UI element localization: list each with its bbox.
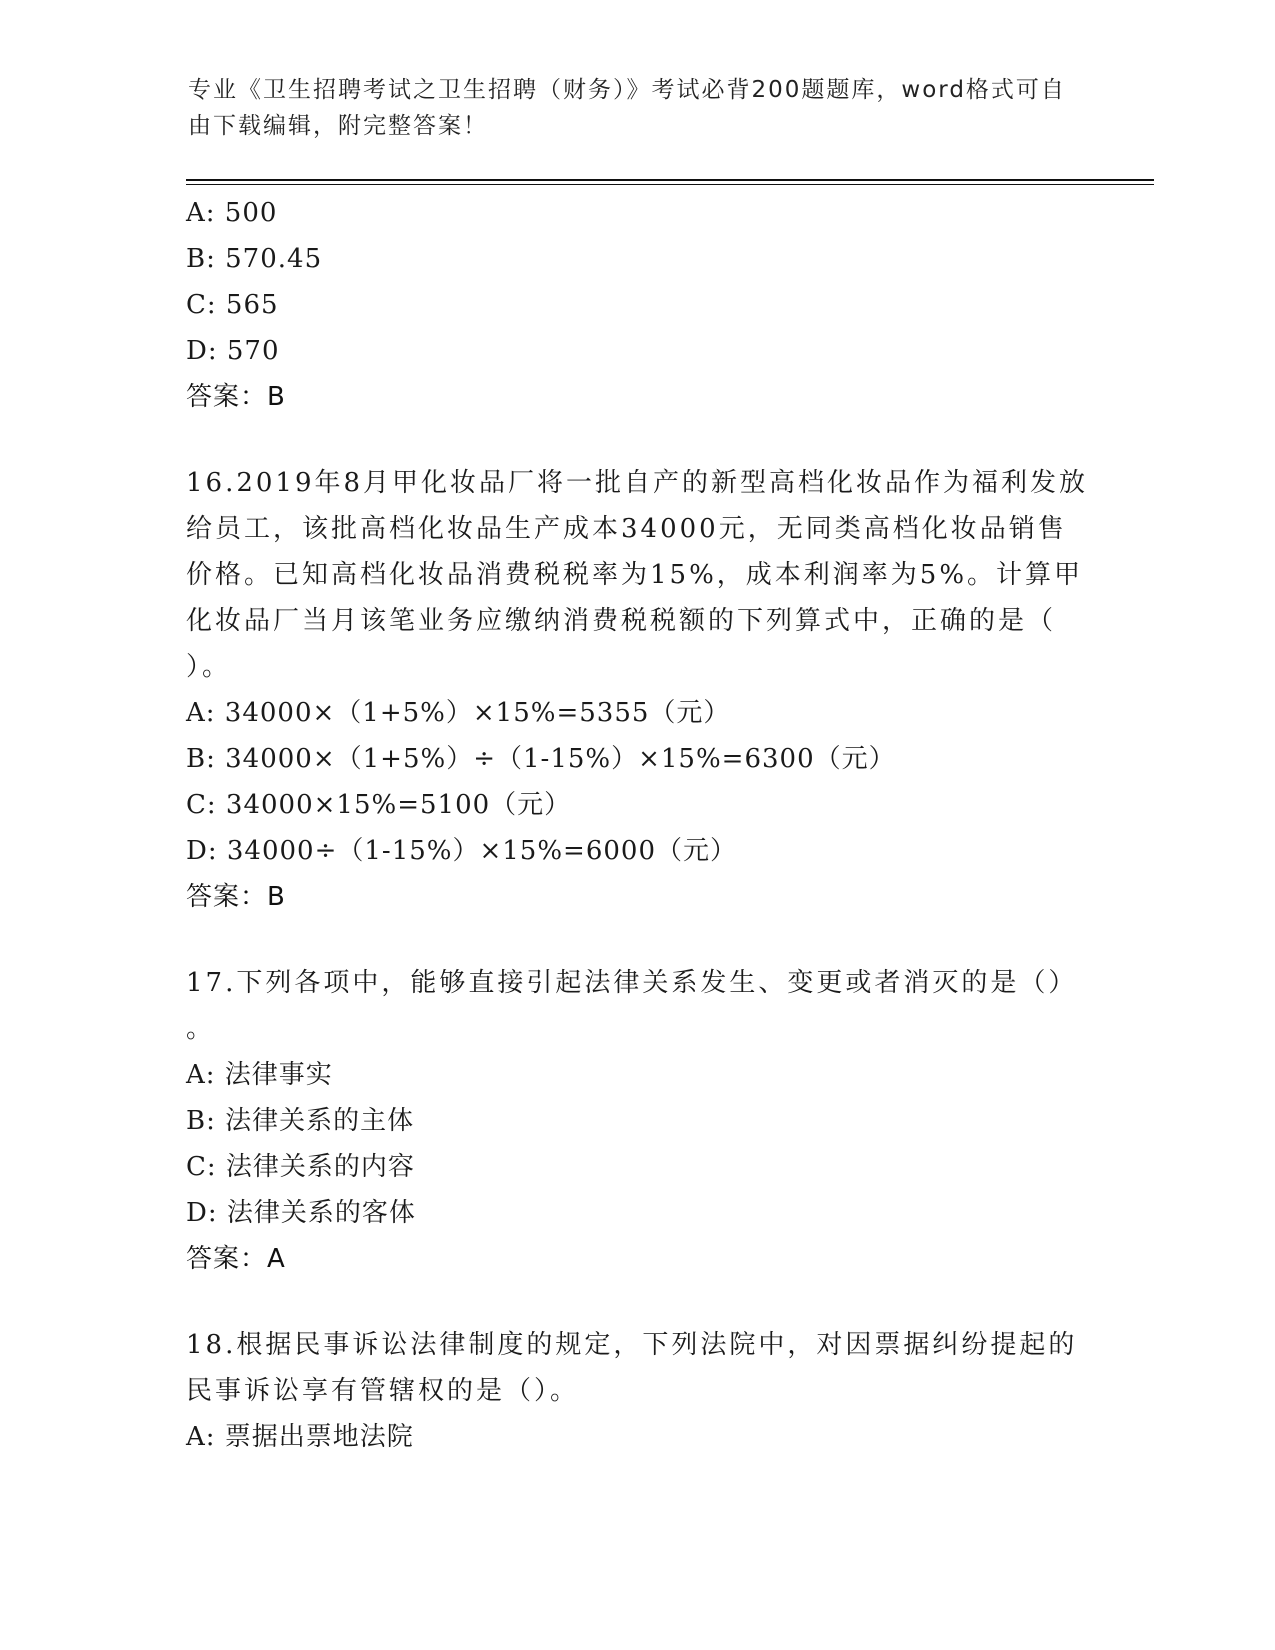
answer: 答案：B xyxy=(186,382,286,412)
option-c: C: 565 xyxy=(186,290,279,320)
document-body xyxy=(186,190,1089,1460)
option-a: A: 法律事实 xyxy=(186,1060,333,1090)
question-stem-line: 民事诉讼享有管辖权的是（）。 xyxy=(186,1376,580,1406)
spacer xyxy=(186,420,1086,460)
question-18 xyxy=(186,1322,1086,1460)
header-rule-thick xyxy=(186,179,1154,181)
option-a: A: 票据出票地法院 xyxy=(186,1422,414,1452)
question-stem-line: 16.2019年8月甲化妆品厂将一批自产的新型高档化妆品作为福利发放 xyxy=(186,468,1089,498)
question-16 xyxy=(186,460,1089,920)
option-b: B: 法律关系的主体 xyxy=(186,1106,415,1136)
answer: 答案：B xyxy=(186,882,286,912)
question-15 xyxy=(186,190,1086,420)
spacer xyxy=(186,920,1086,960)
option-d: D: 34000÷（1-15%）×15%=6000（元） xyxy=(186,836,738,866)
option-d: D: 法律关系的客体 xyxy=(186,1198,416,1228)
question-stem-line: 化妆品厂当月该笔业务应缴纳消费税税额的下列算式中，正确的是（ xyxy=(186,606,1057,636)
question-stem-line: 价格。已知高档化妆品消费税税率为15%，成本利润率为5%。计算甲 xyxy=(186,560,1084,590)
document-header xyxy=(188,72,1068,144)
question-stem-line: 18.根据民事诉讼法律制度的规定，下列法院中，对因票据纠纷提起的 xyxy=(186,1330,1078,1360)
option-a: A: 500 xyxy=(186,198,278,228)
option-a: A: 34000×（1+5%）×15%=5355（元） xyxy=(186,698,731,728)
header-line-2: 由下载编辑，附完整答案！ xyxy=(188,113,488,139)
header-line-1: 专业《卫生招聘考试之卫生招聘（财务）》考试必背200题题库，word格式可自 xyxy=(188,77,1066,103)
question-stem-line: 。 xyxy=(186,1014,216,1044)
spacer xyxy=(186,1282,1086,1322)
header-rule-thin xyxy=(186,184,1154,185)
option-c: C: 法律关系的内容 xyxy=(186,1152,415,1182)
option-b: B: 34000×（1+5%）÷（1-15%）×15%=6300（元） xyxy=(186,744,896,774)
option-c: C: 34000×15%=5100（元） xyxy=(186,790,572,820)
question-stem-line: ）。 xyxy=(186,652,232,682)
answer: 答案：A xyxy=(186,1244,286,1274)
question-stem-line: 给员工，该批高档化妆品生产成本34000元，无同类高档化妆品销售 xyxy=(186,514,1067,544)
question-stem-line: 17.下列各项中，能够直接引起法律关系发生、变更或者消灭的是（） xyxy=(186,968,1078,998)
question-17 xyxy=(186,960,1086,1282)
option-b: B: 570.45 xyxy=(186,244,323,274)
option-d: D: 570 xyxy=(186,336,280,366)
